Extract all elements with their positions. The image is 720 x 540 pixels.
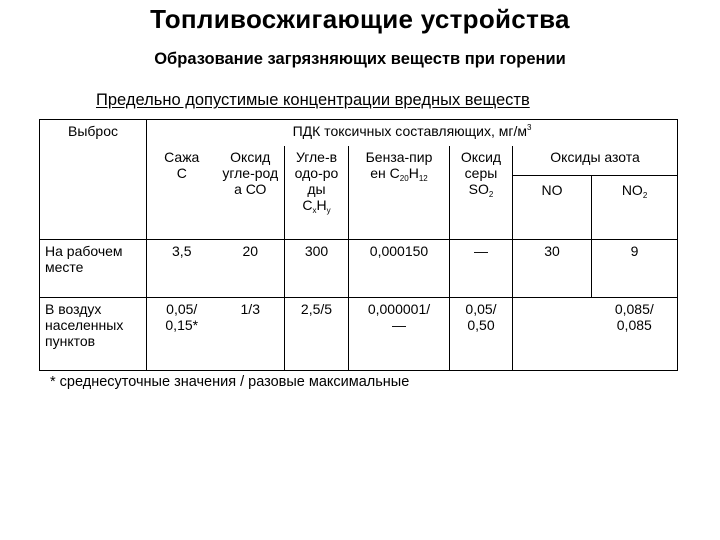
row-label: На рабочем месте bbox=[40, 240, 147, 298]
cell-soot: 3,5 bbox=[147, 240, 217, 298]
header-emission-spacer bbox=[40, 146, 147, 240]
header-benzopyrene: Бенза-пир ен $С_{20}Н_{12}$ bbox=[349, 146, 450, 240]
table-heading: Предельно допустимые концентрации вредных веществ bbox=[96, 91, 530, 109]
header-soot: Сажа С bbox=[147, 146, 217, 240]
header-nitrogen-oxides: Оксиды азота bbox=[513, 146, 678, 176]
header-sulfur-oxide: Оксид серы $SO_2$ bbox=[450, 146, 513, 240]
pdk-table bbox=[39, 119, 678, 371]
header-no2: $NO_2$ bbox=[592, 176, 678, 240]
page-title: Топливосжигающие устройства bbox=[150, 4, 570, 34]
cell-hydrocarbons: 300 bbox=[285, 240, 349, 298]
table-row bbox=[40, 240, 678, 298]
row-label: В воздух населенных пунктов bbox=[40, 298, 147, 371]
cell-sulfur-oxide: 0,05/ 0,50 bbox=[450, 298, 513, 371]
cell-no2: 0,085/ 0,085 bbox=[592, 298, 678, 371]
table-row bbox=[40, 298, 678, 371]
page-subtitle: Образование загрязняющих веществ при горении bbox=[154, 50, 566, 68]
header-emission: Выброс bbox=[40, 120, 147, 146]
cell-soot: 0,05/ 0,15* bbox=[147, 298, 217, 371]
cell-sulfur-oxide: — bbox=[450, 240, 513, 298]
header-co: Оксид угле-род а СО bbox=[217, 146, 285, 240]
cell-no: 30 bbox=[513, 240, 592, 298]
header-hydrocarbons: Угле-в одо-ро ды $С_xН_y$ bbox=[285, 146, 349, 240]
cell-no2: 9 bbox=[592, 240, 678, 298]
header-no: NO bbox=[513, 176, 592, 240]
cell-hydrocarbons: 2,5/5 bbox=[285, 298, 349, 371]
footnote: * среднесуточные значения / разовые максимальные bbox=[50, 374, 410, 390]
cell-no bbox=[513, 298, 592, 371]
cell-benzopyrene: 0,000001/ — bbox=[349, 298, 450, 371]
cell-co: 1/3 bbox=[217, 298, 285, 371]
header-pdk: ПДК токсичных составляющих, $мг/м^3$ bbox=[147, 120, 678, 146]
cell-co: 20 bbox=[217, 240, 285, 298]
cell-benzopyrene: 0,000150 bbox=[349, 240, 450, 298]
